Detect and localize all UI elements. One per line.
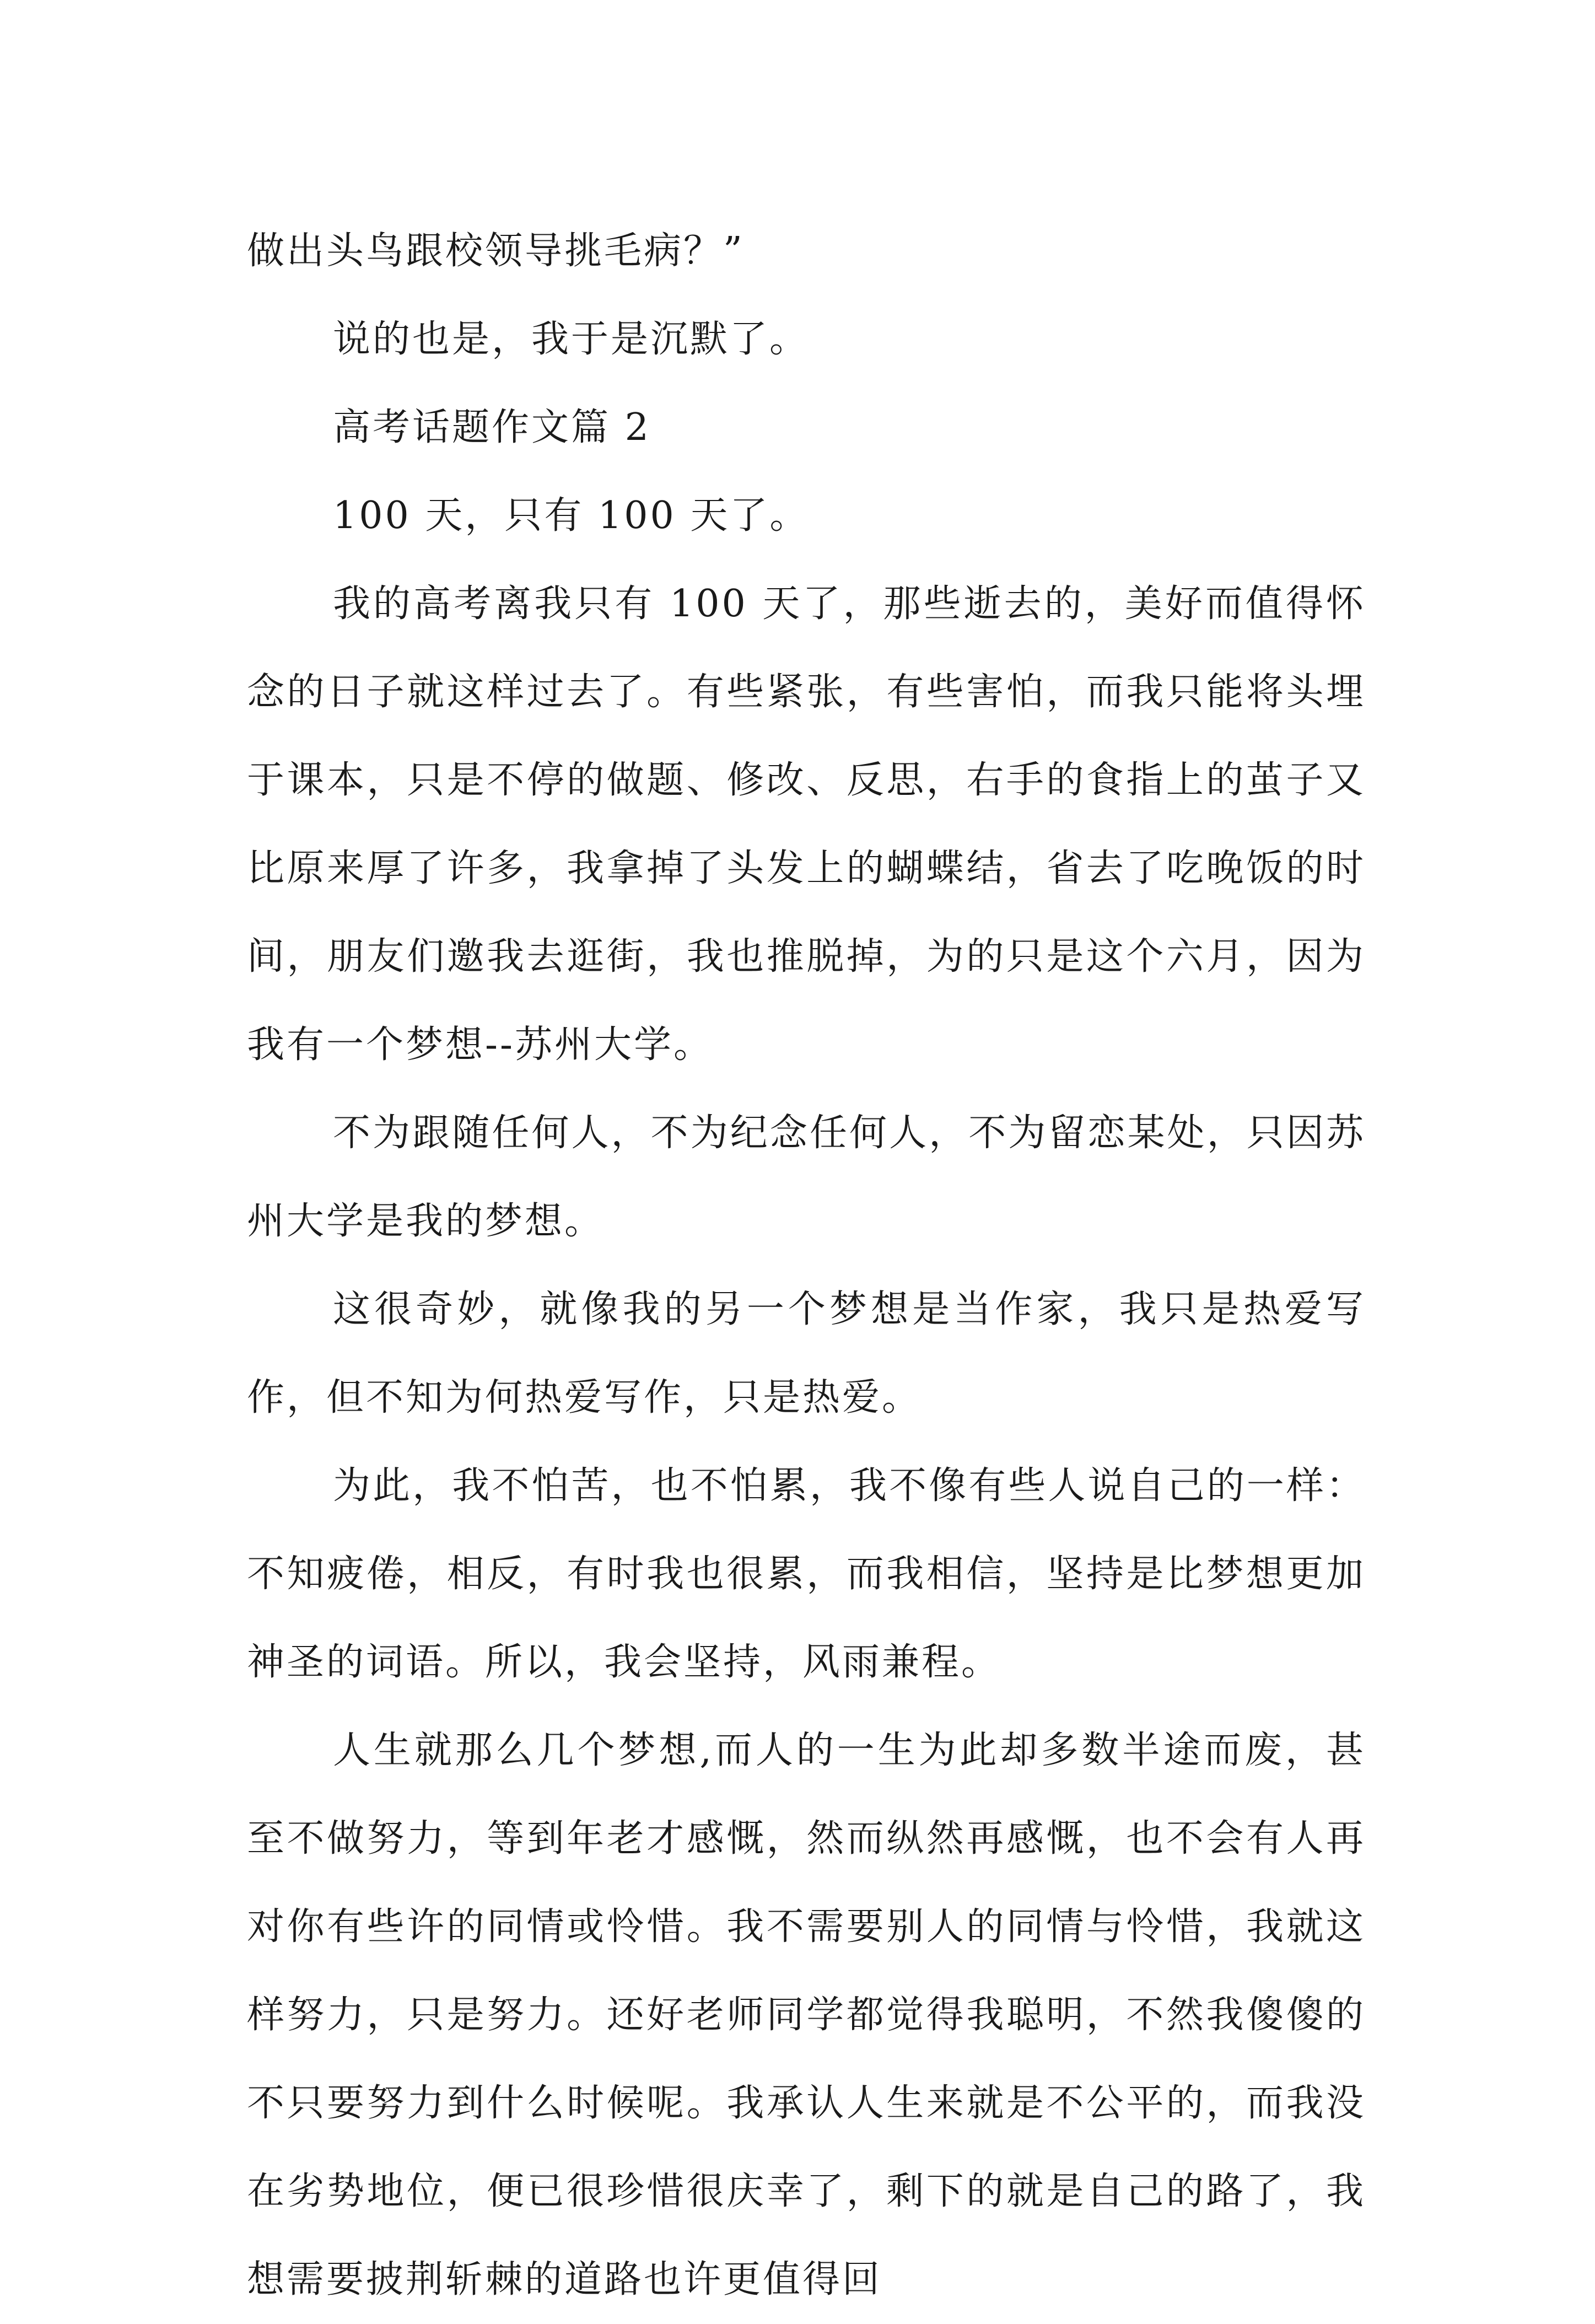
paragraph: 100 天，只有 100 天了。 [333, 494, 810, 537]
paragraph-continuation: 做出头鸟跟校领导挑毛病？” [247, 229, 745, 273]
paragraph: 人生就那么几个梦想,而人的一生为此却多数半途而废，甚至不做努力，等到年老才感慨，然而纵然再感慨，也不会有人再对你有些许的同情或怜惜。我不需要别人的同情与怜惜，我就这样努力，只是努力。还好老师同学都觉得我聪明，不然我傻傻的不只要努力到什么时候呢。我承认人生来就是不公平的，而我没在劣势地位，便已很珍惜很庆幸了，剩下的就是自己的路了，我想需要披荆斩棘的道路也许更值得回 [247, 1729, 1366, 2301]
paragraph: 我的高考离我只有 100 天了，那些逝去的，美好而值得怀念的日子就这样过去了。有些紧张，有些害怕，而我只能将头埋于课本，只是不停的做题、修改、反思，右手的食指上的茧子又比原来厚了许多，我拿掉了头发上的蝴蝶结，省去了吃晚饭的时间，朋友们邀我去逛街，我也推脱掉，为的只是这个六月，因为我有一个梦想--苏州大学。 [247, 582, 1366, 1067]
paragraph: 为此，我不怕苦，也不怕累，我不像有些人说自己的一样：不知疲倦，相反，有时我也很累，而我相信，坚持是比梦想更加神圣的词语。所以，我会坚持，风雨兼程。 [247, 1464, 1366, 1684]
paragraph: 说的也是，我于是沉默了。 [333, 318, 810, 361]
section-heading: 高考话题作文篇 2 [333, 406, 651, 449]
paragraph: 这很奇妙，就像我的另一个梦想是当作家，我只是热爱写作，但不知为何热爱写作，只是热爱。 [247, 1288, 1366, 1419]
document-body [247, 207, 1366, 2324]
paragraph: 不为跟随任何人，不为纪念任何人，不为留恋某处，只因苏州大学是我的梦想。 [247, 1111, 1366, 1243]
